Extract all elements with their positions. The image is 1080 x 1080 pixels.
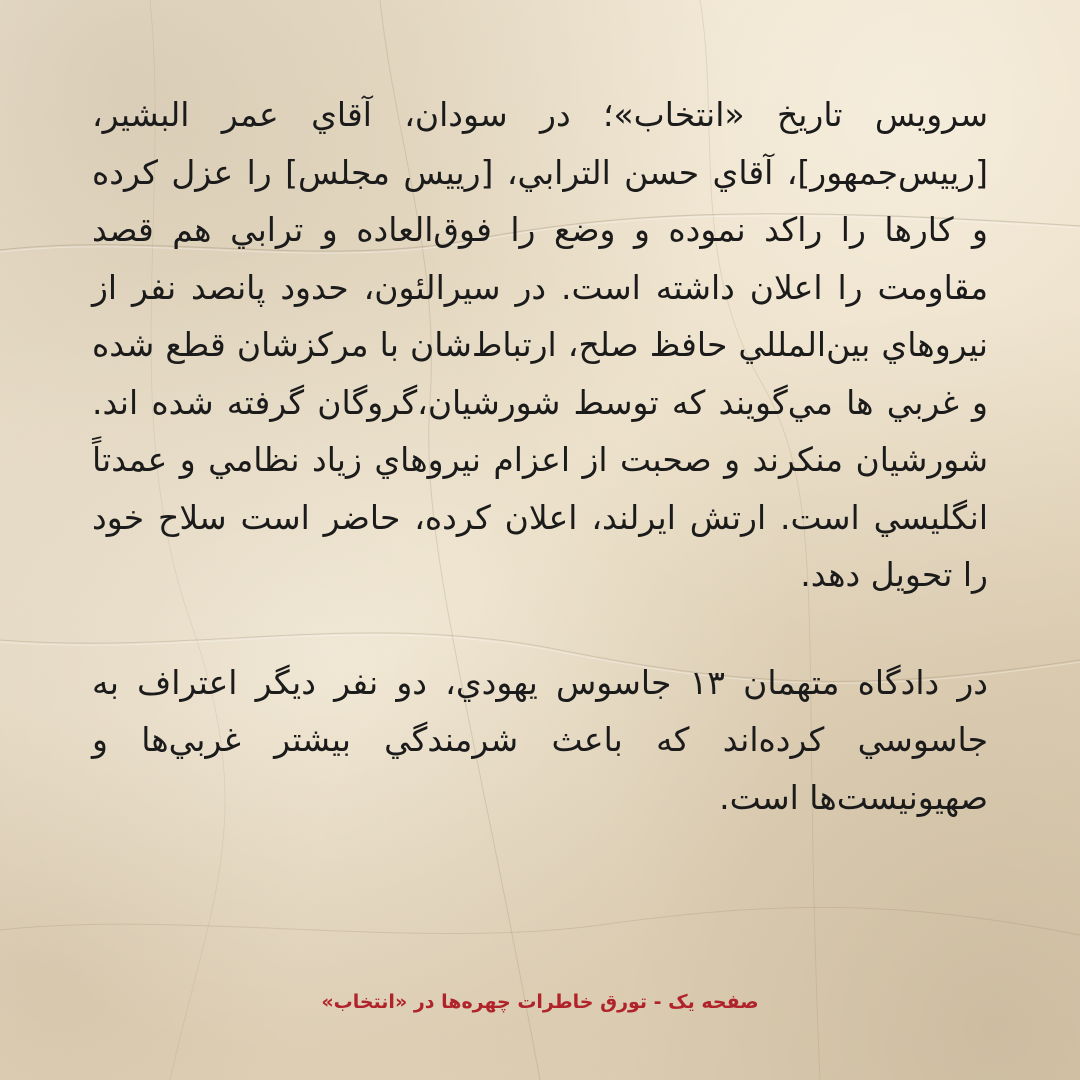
- footer-caption: صفحه یک - تورق خاطرات چهره‌ها در «انتخاب»: [321, 991, 759, 1013]
- article-paragraph-1: سرويس تاريخ «انتخاب»؛ در سودان، آقاي عمر البشير، [رييس‌جمهور]، آقاي حسن الترابي، [رييس مجلس] را عزل كرده و كارها را راكد نموده و وضع را فوق‌العاده و ترابي هم قصد مقاومت را اعلان داشته است. در سيرالئون، حدود پانصد نفر از نيروهاي بين‌المللي حافظ صلح، ارتباط‌شان با مركزشان قطع شده و غربي ها مي‌گويند كه توسط شورشيان،گروگان گرفته شده اند. شورشيان منكرند و صحبت از اعزام نيروهاي زياد نظامي و عمدتاً انگليسي است. ارتش ايرلند، اعلان كرده، حاضر است سلاح خود را تحويل دهد.: [92, 95, 988, 594]
- article-paragraph-2: در دادگاه متهمان ١٣ جاسوس يهودي، دو نفر ديگر اعتراف به جاسوسي كرده‌اند كه باعث شرمندگي بيشتر غربي‌ها و صهيونيست‌ها است.: [92, 662, 988, 817]
- article-body: [92, 86, 988, 826]
